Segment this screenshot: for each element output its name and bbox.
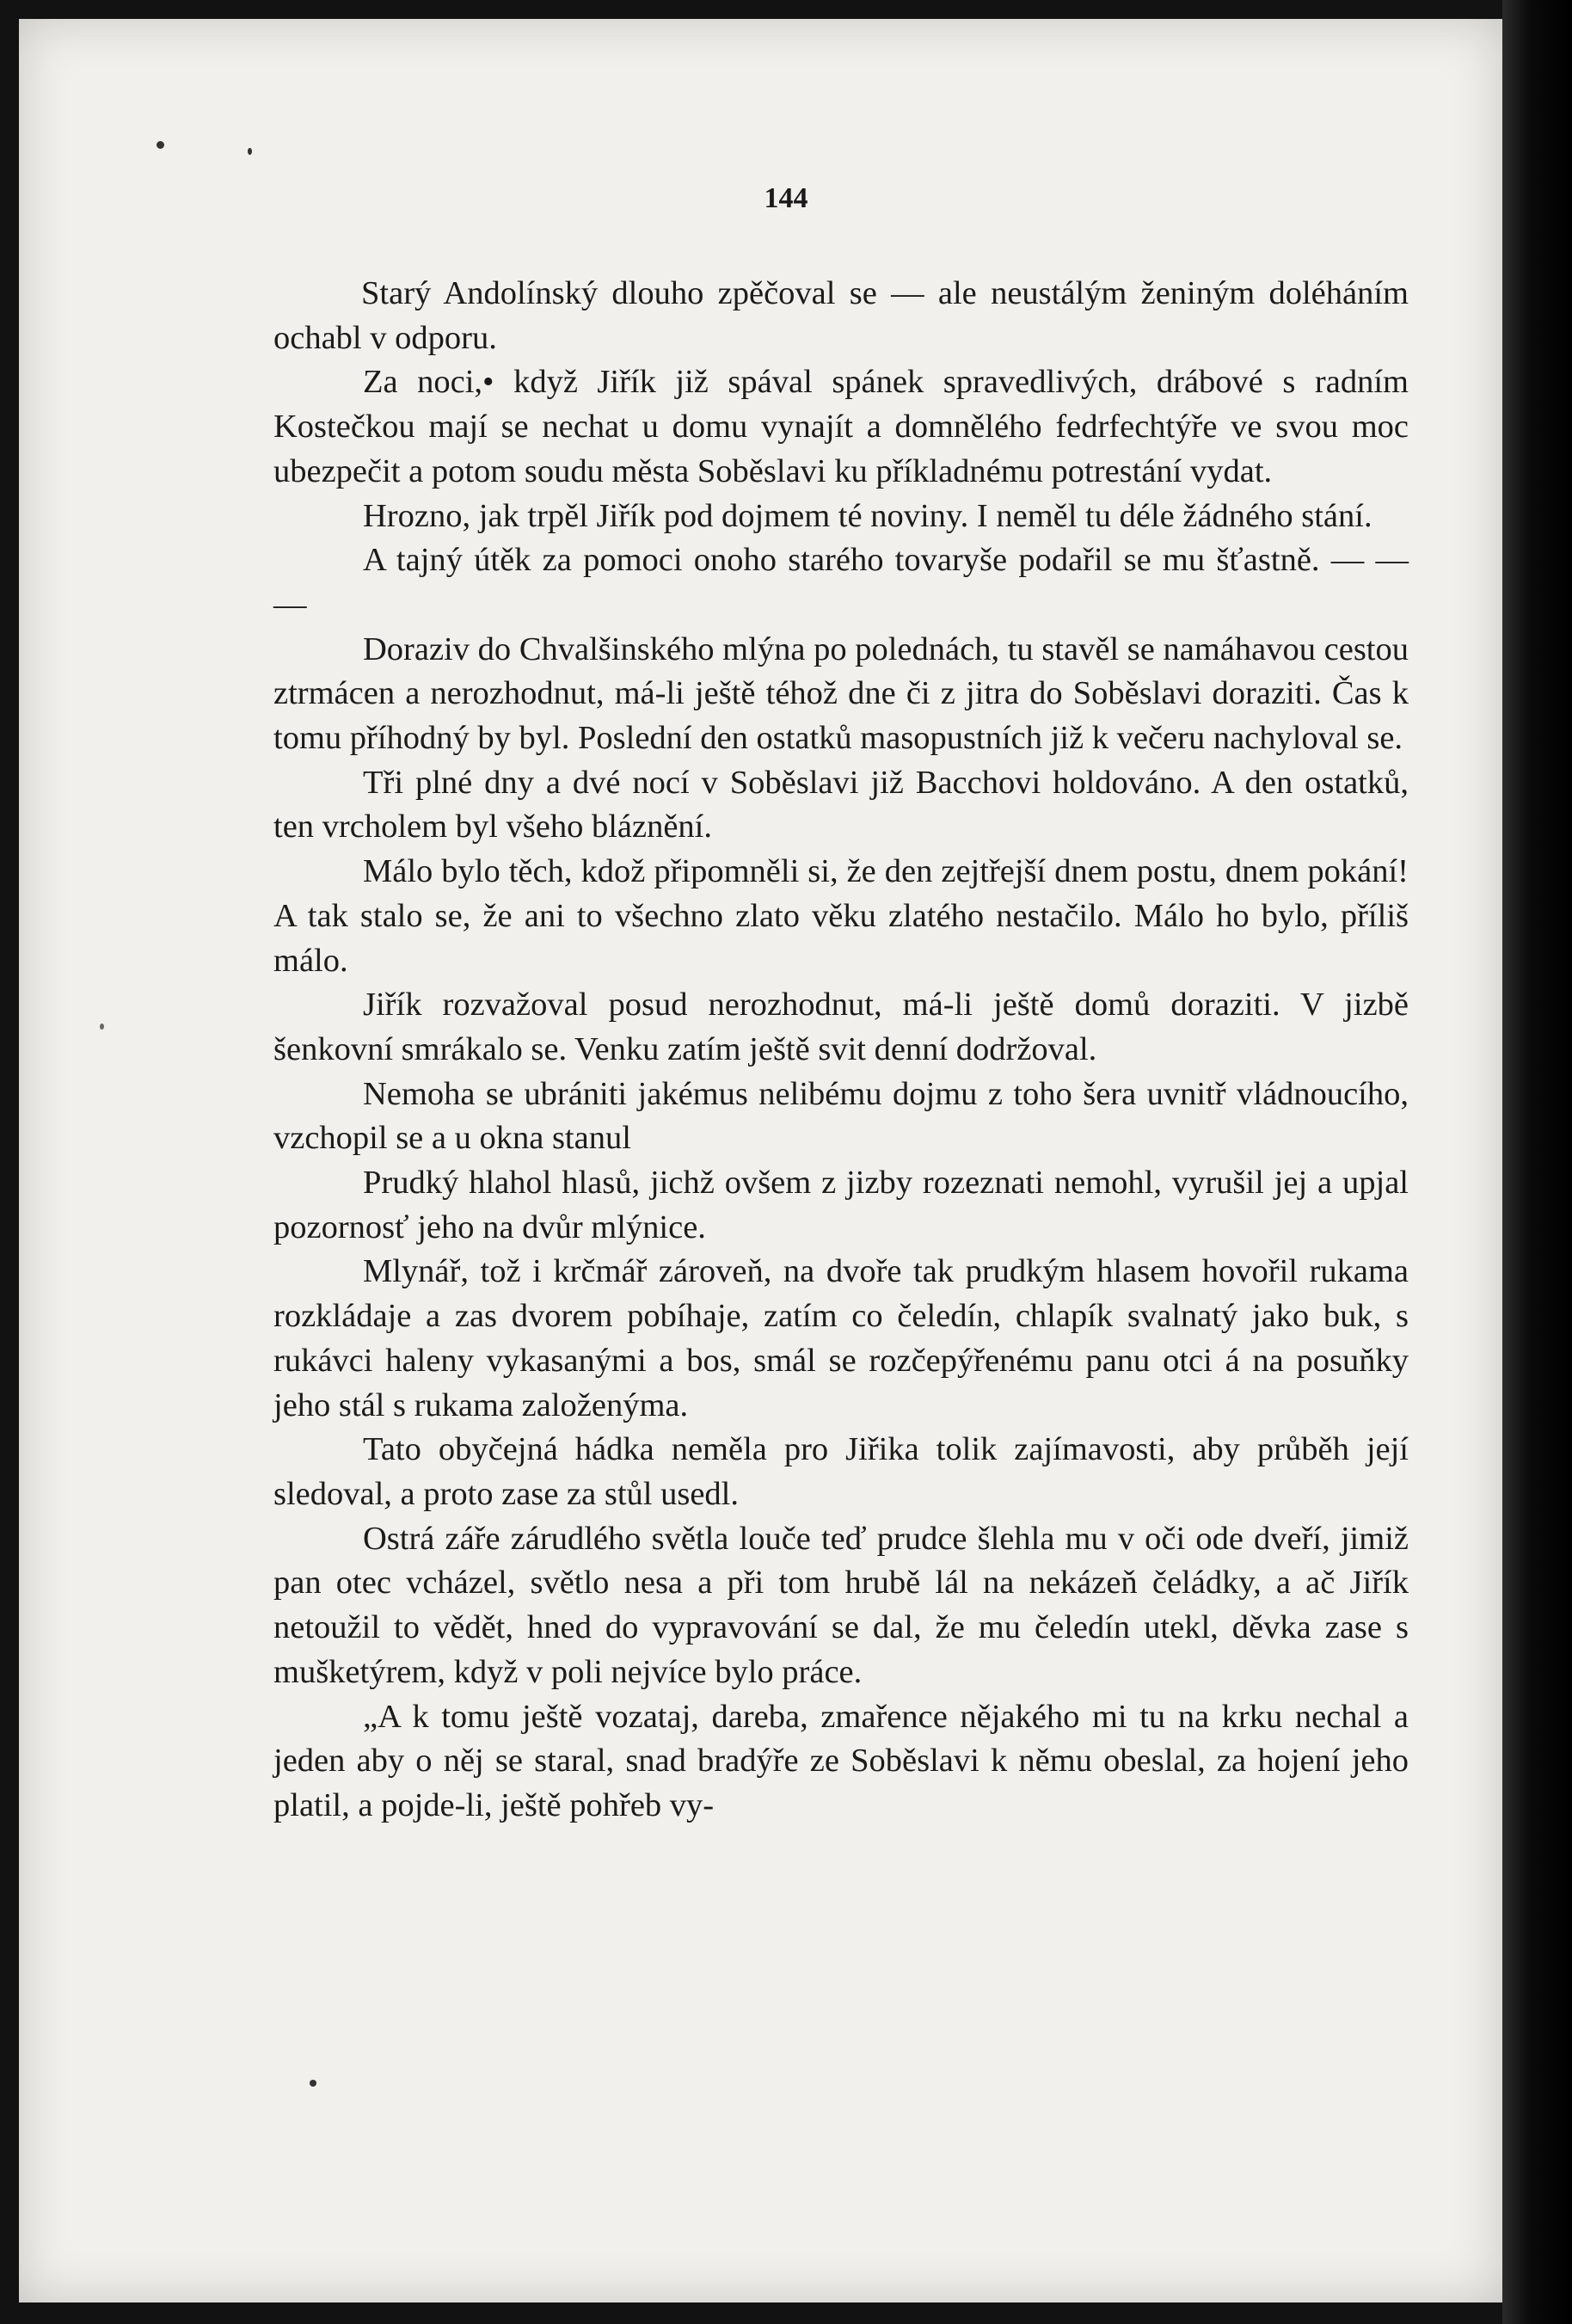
page-number: 144: [764, 182, 808, 214]
paragraph: Mlynář, tož i krčmář zároveň, na dvoře tak prudkým hlasem hovořil rukama rozkládaje a zas dvorem pobíhaje, zatím co čeledín, chlapík svalnatý jako buk, s rukávci haleny vykasanými a bos, smál se rozčepýřenému panu otci á na posuňky jeho stál s rukama založenýma.: [273, 1253, 1409, 1423]
paragraph: Prudký hlahol hlasů, jichž ovšem z jizby rozeznati nemohl, vyrušil jej a upjal pozornosť jeho na dvůr mlýnice.: [273, 1165, 1409, 1245]
paragraph: Málo bylo těch, kdož připomněli si, že den zejtřejší dnem postu, dnem pokání! A tak stalo se, že ani to všechno zlato věku zlatého nestačilo. Málo ho bylo, příliš málo.: [273, 853, 1409, 979]
paragraph: Nemoha se ubrániti jakémus nelibému dojmu z toho šera uvnitř vládnoucího, vzchopil se a u okna stanul: [273, 1075, 1409, 1157]
page-edge-shadow: [1502, 0, 1572, 2324]
scan-speck: [157, 141, 164, 149]
paragraph: Jiřík rozvažoval posud nerozhodnut, má-li ještě domů doraziti. V jizbě šenkovní smrákalo se. Venku zatím ještě svit denní dodržoval.: [273, 987, 1409, 1067]
paragraph: Doraziv do Chvalšinského mlýna po polednách, tu stavěl se namáhavou cestou ztrmácen a nerozhodnut, má-li ještě téhož dne či z jitra do Soběslavi doraziti. Čas k tomu příhodný by byl. Poslední den ostatků masopustních již k večeru nachyloval se.: [273, 630, 1409, 757]
paragraph: Starý Andolínský dlouho zpěčoval se — ale neustálým ženiným doléháním ochabl v odporu.: [273, 275, 1409, 356]
paragraph: A tajný útěk za pomoci onoho starého tovaryše podařil se mu šťastně. — — —: [273, 542, 1409, 623]
body-text: [273, 272, 1409, 1829]
paragraph: Hrozno, jak trpěl Jiřík pod dojmem té noviny. I neměl tu déle žádného stání.: [363, 497, 1372, 534]
paragraph: Za noci,• když Jiřík již spával spánek spravedlivých, drábové s radním Kostečkou mají se nechat u domu vynajít a domnělého fedrfechtýře ve svou moc ubezpečit a potom soudu města Soběslavi ku příkladnému potrestání vydat.: [273, 364, 1409, 489]
paragraph: Tři plné dny a dvé nocí v Soběslavi již Bacchovi holdováno. A den ostatků, ten vrcholem byl všeho bláznění.: [273, 764, 1409, 845]
scan-speck: [310, 2080, 316, 2087]
scan-speck: [100, 1024, 104, 1030]
paragraph: Ostrá záře zárudlého světla louče teď prudce šlehla mu v oči ode dveří, jimiž pan otec vcházel, světlo nesa a při tom hrubě lál na nekázeň čeládky, a ač Jiřík netoužil to vědět, hned do vypravování se dal, že mu čeledín utekl, děvka zase s mušketýrem, když v poli nejvíce bylo práce.: [273, 1520, 1409, 1690]
scan-speck: [248, 148, 252, 155]
paragraph: Tato obyčejná hádka neměla pro Jiřika tolik zajímavosti, aby průběh její sledoval, a proto zase za stůl usedl.: [273, 1431, 1409, 1512]
paragraph: „A k tomu ještě vozataj, dareba, zmařence nějakého mi tu na krku nechal a jeden aby o něj se staral, snad bradýře ze Soběslavi k němu obeslal, za hojení jeho platil, a pojde-li, ještě pohřeb vy-: [273, 1698, 1409, 1823]
